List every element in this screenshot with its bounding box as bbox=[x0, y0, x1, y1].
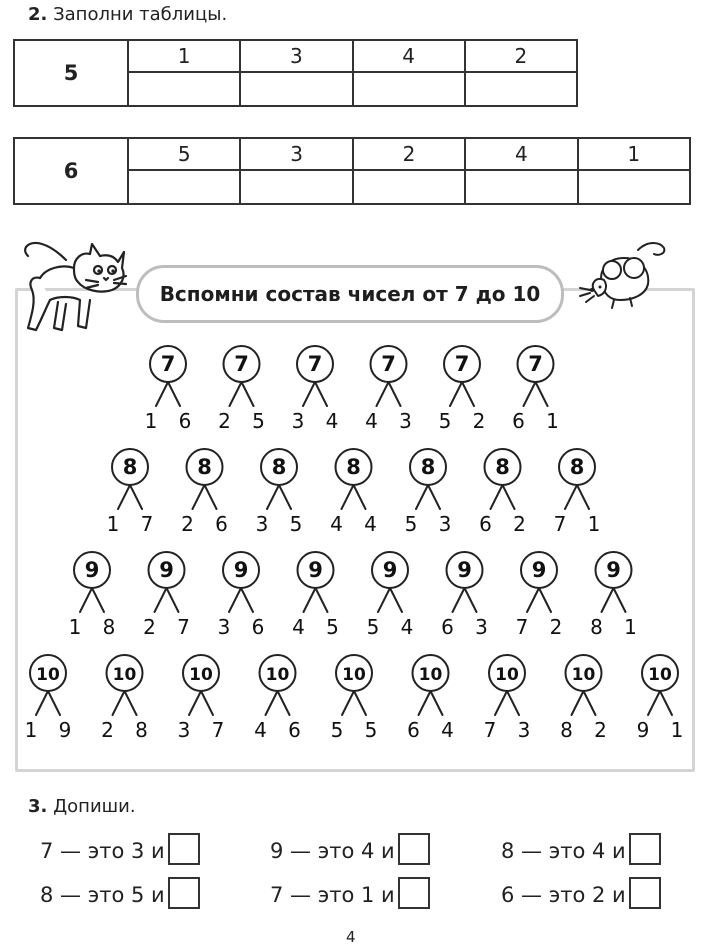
part-number-right: 1 bbox=[587, 512, 601, 536]
total-number: 9 bbox=[531, 558, 547, 582]
branch-left bbox=[118, 485, 130, 509]
task3-expression: 8 — это 5 и bbox=[40, 883, 165, 907]
task3-item bbox=[501, 836, 661, 868]
part-number-left: 5 bbox=[366, 615, 380, 639]
branch-right bbox=[614, 588, 626, 612]
branch-right bbox=[167, 588, 179, 612]
total-number: 9 bbox=[84, 558, 100, 582]
branch-right bbox=[130, 485, 142, 509]
total-number: 10 bbox=[189, 665, 213, 685]
branch-left bbox=[36, 691, 48, 715]
task3-expression: 9 — это 4 и bbox=[270, 839, 395, 863]
part-number-right: 6 bbox=[288, 718, 301, 742]
total-number: 7 bbox=[381, 352, 396, 376]
part-number-right: 3 bbox=[399, 409, 412, 433]
task3-number: 3. bbox=[28, 796, 48, 817]
task3-expression: 7 — это 3 и bbox=[40, 839, 165, 863]
branch-left bbox=[304, 588, 316, 612]
table-header-cell: 4 bbox=[353, 40, 465, 72]
part-number-left: 7 bbox=[483, 718, 497, 742]
total-number: 10 bbox=[265, 665, 290, 685]
total-number: 8 bbox=[346, 455, 361, 479]
part-number-left: 4 bbox=[365, 409, 378, 433]
part-number-left: 6 bbox=[479, 512, 492, 536]
part-number-left: 2 bbox=[218, 409, 231, 433]
task2-number: 2. bbox=[28, 4, 48, 25]
total-number: 8 bbox=[197, 455, 212, 479]
branch-right bbox=[168, 382, 180, 406]
part-number-right: 8 bbox=[102, 615, 116, 639]
branch-right bbox=[462, 382, 474, 406]
answer-box[interactable] bbox=[398, 833, 430, 865]
table-header-cell: 5 bbox=[128, 138, 240, 170]
branch-right bbox=[316, 588, 328, 612]
table-header-cell: 2 bbox=[465, 40, 577, 72]
total-number: 10 bbox=[36, 665, 60, 685]
part-number-left: 6 bbox=[407, 718, 420, 742]
task3-item bbox=[501, 880, 661, 912]
total-number: 9 bbox=[308, 558, 323, 582]
answer-box[interactable] bbox=[398, 877, 430, 909]
answer-box[interactable] bbox=[629, 833, 661, 865]
task3-expression: 6 — это 2 и bbox=[501, 883, 626, 907]
part-number-left: 4 bbox=[330, 512, 343, 536]
branch-right bbox=[389, 382, 401, 406]
part-number-left: 5 bbox=[404, 512, 418, 536]
part-number-right: 4 bbox=[400, 615, 414, 639]
branch-right bbox=[92, 588, 104, 612]
part-number-right: 5 bbox=[364, 718, 378, 742]
part-number-left: 4 bbox=[254, 718, 267, 742]
branch-left bbox=[193, 485, 205, 509]
branch-left bbox=[189, 691, 201, 715]
branch-right bbox=[201, 691, 213, 715]
part-number-left: 3 bbox=[291, 409, 305, 433]
branch-right bbox=[536, 382, 548, 406]
branch-left bbox=[266, 691, 278, 715]
branch-left bbox=[565, 485, 577, 509]
part-number-left: 3 bbox=[217, 615, 231, 639]
total-number: 9 bbox=[382, 558, 398, 582]
branch-right bbox=[279, 485, 291, 509]
table-header-cell: 1 bbox=[128, 40, 240, 72]
branch-right bbox=[354, 691, 366, 715]
page-number: 4 bbox=[346, 928, 356, 946]
task3-item bbox=[40, 880, 200, 912]
part-number-right: 2 bbox=[594, 718, 607, 742]
part-number-right: 3 bbox=[517, 718, 531, 742]
branch-left bbox=[377, 382, 389, 406]
part-number-right: 1 bbox=[670, 718, 684, 742]
total-number: 10 bbox=[112, 665, 137, 685]
part-number-right: 6 bbox=[178, 409, 192, 433]
part-number-right: 1 bbox=[624, 615, 637, 639]
branch-left bbox=[450, 382, 462, 406]
task3-item bbox=[270, 880, 430, 912]
task3-heading bbox=[28, 796, 136, 817]
branch-right bbox=[428, 485, 440, 509]
part-number-right: 7 bbox=[177, 615, 190, 639]
branch-left bbox=[156, 382, 168, 406]
table-header-cell: 1 bbox=[578, 138, 690, 170]
part-number-left: 3 bbox=[177, 718, 191, 742]
branch-right bbox=[242, 382, 254, 406]
branch-left bbox=[527, 588, 539, 612]
branch-right bbox=[431, 691, 443, 715]
part-number-right: 2 bbox=[472, 409, 486, 433]
branch-right bbox=[503, 485, 515, 509]
table-header-cell: 2 bbox=[353, 138, 465, 170]
total-number: 9 bbox=[159, 558, 174, 582]
branch-left bbox=[229, 588, 241, 612]
task3-item bbox=[270, 836, 430, 868]
part-number-right: 3 bbox=[438, 512, 452, 536]
branch-left bbox=[491, 485, 503, 509]
part-number-right: 6 bbox=[215, 512, 228, 536]
branch-left bbox=[602, 588, 614, 612]
answer-box[interactable] bbox=[168, 877, 200, 909]
total-number: 7 bbox=[307, 352, 323, 376]
total-number: 7 bbox=[160, 352, 176, 376]
branch-left bbox=[113, 691, 125, 715]
part-number-right: 9 bbox=[58, 718, 72, 742]
branch-left bbox=[230, 382, 242, 406]
total-number: 8 bbox=[420, 455, 436, 479]
branch-left bbox=[378, 588, 390, 612]
branch-right bbox=[390, 588, 402, 612]
branch-right bbox=[660, 691, 672, 715]
table-lead-cell: 5 bbox=[14, 40, 128, 106]
part-number-right: 4 bbox=[364, 512, 377, 536]
part-number-left: 4 bbox=[292, 615, 305, 639]
part-number-right: 5 bbox=[252, 409, 265, 433]
table-header-cell: 4 bbox=[465, 138, 577, 170]
answer-box[interactable] bbox=[629, 877, 661, 909]
total-number: 10 bbox=[648, 665, 672, 685]
part-number-left: 6 bbox=[512, 409, 525, 433]
part-number-right: 3 bbox=[475, 615, 488, 639]
total-number: 9 bbox=[233, 558, 249, 582]
part-number-left: 2 bbox=[181, 512, 194, 536]
banner-title: Вспомни состав чисел от 7 до 10 bbox=[159, 282, 541, 306]
total-number: 10 bbox=[495, 665, 519, 685]
part-number-left: 9 bbox=[636, 718, 650, 742]
part-number-right: 6 bbox=[251, 615, 265, 639]
branch-left bbox=[155, 588, 167, 612]
task3-expression: 8 — это 4 и bbox=[501, 839, 626, 863]
branch-left bbox=[495, 691, 507, 715]
branch-left bbox=[524, 382, 536, 406]
total-number: 10 bbox=[571, 665, 596, 685]
part-number-right: 2 bbox=[549, 615, 563, 639]
total-number: 7 bbox=[234, 352, 249, 376]
part-number-right: 1 bbox=[546, 409, 559, 433]
branch-right bbox=[278, 691, 290, 715]
part-number-left: 8 bbox=[560, 718, 573, 742]
total-number: 10 bbox=[418, 665, 443, 685]
branch-left bbox=[453, 588, 465, 612]
branch-left bbox=[648, 691, 660, 715]
part-number-left: 1 bbox=[24, 718, 38, 742]
part-number-left: 8 bbox=[590, 615, 603, 639]
total-number: 7 bbox=[528, 352, 543, 376]
total-number: 10 bbox=[342, 665, 366, 685]
task3-title: Допиши. bbox=[53, 796, 136, 817]
part-number-left: 3 bbox=[255, 512, 269, 536]
part-number-left: 2 bbox=[143, 615, 156, 639]
task3-item bbox=[40, 836, 200, 868]
part-number-left: 7 bbox=[553, 512, 567, 536]
answer-box[interactable] bbox=[168, 833, 200, 865]
total-number: 8 bbox=[271, 455, 287, 479]
task3-expression: 7 — это 1 и bbox=[270, 883, 395, 907]
total-number: 8 bbox=[569, 455, 585, 479]
part-number-left: 5 bbox=[330, 718, 344, 742]
part-number-right: 4 bbox=[325, 409, 339, 433]
branch-right bbox=[205, 485, 217, 509]
part-number-left: 6 bbox=[441, 615, 454, 639]
branch-right bbox=[241, 588, 253, 612]
branch-left bbox=[416, 485, 428, 509]
total-number: 9 bbox=[457, 558, 472, 582]
part-number-left: 5 bbox=[438, 409, 452, 433]
branch-right bbox=[125, 691, 137, 715]
branch-right bbox=[577, 485, 589, 509]
total-number: 8 bbox=[495, 455, 510, 479]
part-number-right: 2 bbox=[513, 512, 526, 536]
part-number-left: 1 bbox=[144, 409, 158, 433]
branch-left bbox=[419, 691, 431, 715]
branch-left bbox=[572, 691, 584, 715]
part-number-right: 5 bbox=[326, 615, 339, 639]
branch-right bbox=[507, 691, 519, 715]
task2-title: Заполни таблицы. bbox=[53, 4, 228, 25]
branch-left bbox=[342, 485, 354, 509]
branch-right bbox=[354, 485, 366, 509]
branch-right bbox=[465, 588, 477, 612]
branch-right bbox=[539, 588, 551, 612]
total-number: 8 bbox=[122, 455, 138, 479]
total-number: 7 bbox=[454, 352, 470, 376]
part-number-right: 5 bbox=[289, 512, 303, 536]
part-number-left: 7 bbox=[515, 615, 529, 639]
table-lead-cell: 6 bbox=[14, 138, 128, 204]
branch-left bbox=[267, 485, 279, 509]
table-header-cell: 3 bbox=[240, 138, 352, 170]
branch-right bbox=[584, 691, 596, 715]
part-number-right: 4 bbox=[441, 718, 454, 742]
part-number-right: 7 bbox=[211, 718, 225, 742]
branch-left bbox=[80, 588, 92, 612]
table-header-cell: 3 bbox=[240, 40, 352, 72]
total-number: 9 bbox=[606, 558, 621, 582]
part-number-right: 7 bbox=[140, 512, 154, 536]
branch-left bbox=[303, 382, 315, 406]
branch-right bbox=[315, 382, 327, 406]
part-number-left: 2 bbox=[101, 718, 114, 742]
part-number-right: 8 bbox=[135, 718, 148, 742]
part-number-left: 1 bbox=[68, 615, 82, 639]
branch-left bbox=[342, 691, 354, 715]
part-number-left: 1 bbox=[106, 512, 120, 536]
branch-right bbox=[48, 691, 60, 715]
